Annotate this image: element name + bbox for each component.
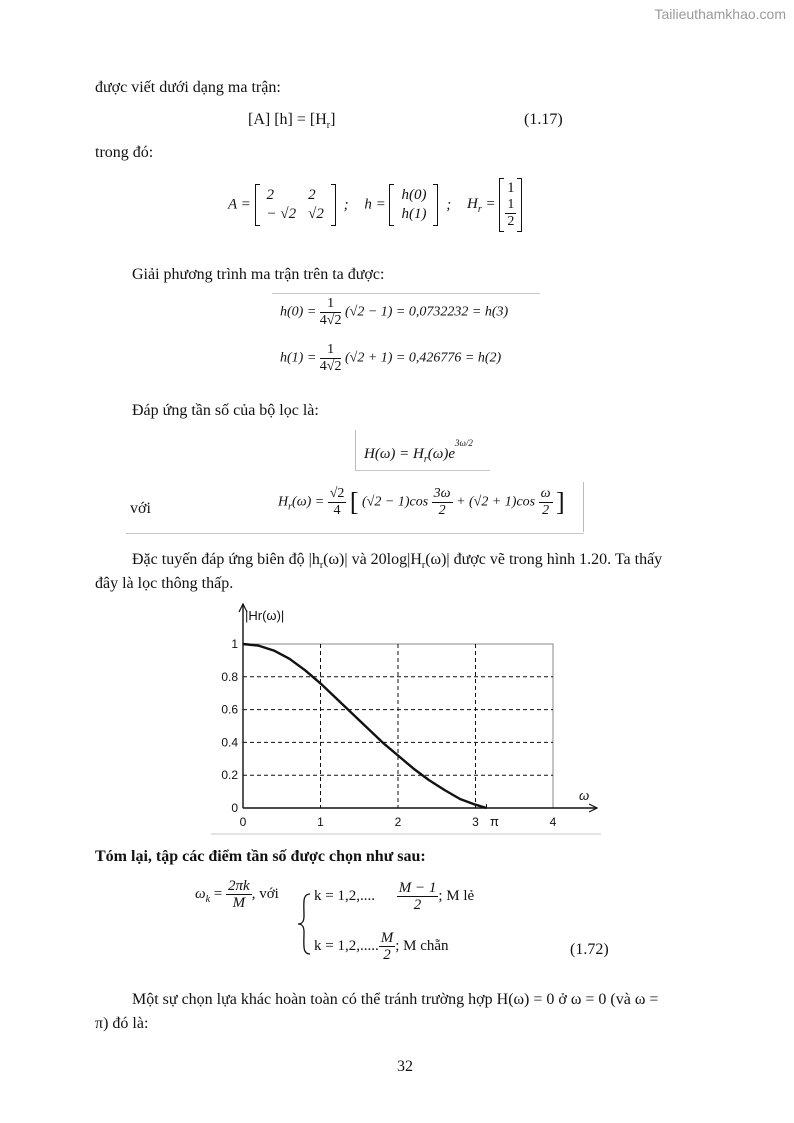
paragraph-2: Một sự chọn lựa khác hoàn toàn có thể tránh trường hợp H(ω) = 0 ở ω = 0 (và ω = — [132, 991, 659, 1008]
intro-line: được viết dưới dạng ma trận: — [95, 79, 281, 96]
eq117-sub: r — [326, 120, 331, 132]
voi-label: với — [130, 500, 151, 517]
chart-series — [243, 644, 487, 808]
h-eq-exponent: 3ω/2 — [455, 438, 473, 448]
omega-num: 2πk — [228, 878, 250, 894]
matrix-a — [255, 184, 336, 226]
h0-fraction — [320, 296, 342, 329]
omega-den: M — [232, 895, 246, 911]
divider — [272, 293, 540, 294]
para1-part-c: (ω)| được vẽ trong hình 1.20. Ta thấy — [425, 551, 663, 568]
divider — [583, 482, 584, 532]
chart-pi-label: π — [489, 814, 499, 829]
hr-t1-den: 2 — [438, 503, 446, 518]
omega-fraction — [226, 878, 252, 911]
omega-eq: = — [213, 885, 223, 902]
hr-sub: r — [288, 501, 293, 513]
case2-den: 2 — [383, 947, 391, 963]
case1-num: M − 1 — [398, 880, 437, 896]
para1-part-a: Đặc tuyến đáp ứng biên độ |h — [132, 551, 320, 568]
case1-den: 2 — [413, 897, 422, 913]
eq117-expr: [A] [h] = [H — [248, 111, 327, 128]
hr-pre-fraction — [328, 486, 347, 519]
divider — [355, 430, 356, 470]
h1-den: 4√2 — [319, 359, 342, 374]
hr-t1-num: 3ω — [433, 486, 451, 501]
equation-1-17 — [248, 110, 335, 136]
matrix-hr-name: H — [466, 195, 478, 212]
h0-lhs: h(0) = — [280, 304, 317, 320]
omega-k-equation — [195, 878, 279, 911]
h0-den: 4√2 — [319, 313, 342, 328]
paragraph-1-line-2: đây là lọc thông thấp. — [95, 575, 234, 592]
chart-series-line — [243, 644, 487, 808]
para1-part-b: (ω)| và 20log|H — [323, 551, 422, 568]
omega-lhs: ω — [195, 885, 206, 902]
matrix-a-cell: 2 — [308, 187, 316, 203]
matrix-h-name: h = — [364, 196, 386, 213]
solve-line: Giải phương trình ma trận trên ta được: — [132, 266, 385, 283]
case2-fraction — [379, 930, 396, 963]
chart-x-tick-label: 0 — [239, 815, 247, 829]
hr-t2-den: 2 — [542, 503, 550, 518]
solution-h0 — [280, 296, 508, 329]
eq117-close: ] — [330, 111, 336, 128]
matrix-separator: ; — [343, 196, 349, 213]
h0-rhs: (√2 − 1) = 0,0732232 = h(3) — [344, 304, 509, 320]
page-number: 32 — [397, 1058, 413, 1075]
hr-t2-num: ω — [540, 486, 551, 501]
summary-heading: Tóm lại, tập các điểm tần số được chọn như sau: — [95, 848, 426, 865]
matrix-hr-num: 1 — [507, 197, 515, 212]
h1-rhs: (√2 + 1) = 0,426776 = h(2) — [344, 350, 502, 366]
hr-term1: (√2 − 1)cos — [362, 494, 429, 510]
matrix-hr-fraction — [505, 197, 516, 230]
chart-y-tick-label: 0.8 — [221, 669, 238, 684]
omega-voi: , với — [251, 885, 279, 902]
case2-num: M — [380, 930, 394, 946]
hr-t2-fraction — [539, 486, 553, 519]
matrix-a-cell: √2 — [308, 206, 324, 222]
matrix-hr — [499, 178, 522, 232]
equation-label-1-72: (1.72) — [570, 941, 609, 958]
h1-fraction — [320, 342, 342, 375]
chart-y-label: |Hr(ω)| — [245, 608, 285, 623]
chart-x-label: ω — [579, 788, 590, 803]
h1-num: 1 — [320, 342, 342, 359]
paragraph-1 — [132, 550, 662, 576]
paragraph-2-line-2: π) đó là: — [95, 1015, 149, 1032]
chart-x-tick-label: 4 — [549, 815, 557, 829]
para1-sub2: r — [421, 560, 426, 572]
hr-lhs: H — [278, 494, 289, 510]
trong-do-line: trong đó: — [95, 144, 154, 161]
hr-term2: + (√2 + 1)cos — [456, 494, 536, 510]
case1-text: k = 1,2,.... — [314, 887, 375, 904]
matrix-a-cell: 2 — [266, 187, 275, 203]
h-eq-lhs: H(ω) = H — [364, 446, 424, 462]
solution-h1 — [280, 342, 501, 375]
hr-pre-num: √2 — [329, 486, 345, 501]
case-even — [314, 930, 449, 963]
matrix-h-cell: h(1) — [401, 206, 427, 222]
case2-suffix: ; M chẵn — [395, 937, 449, 954]
matrix-hr-eq: = — [485, 195, 496, 212]
matrix-separator: ; — [446, 196, 452, 213]
chart-ticks — [221, 637, 556, 829]
chart-y-tick-label: 0.2 — [221, 768, 238, 783]
equation-label-1-17: (1.17) — [524, 111, 563, 128]
h-eq-sub: r — [423, 454, 428, 465]
h-eq-mid: (ω)e — [427, 446, 456, 462]
case2-text: k = 1,2,..... — [314, 937, 379, 954]
matrix-a-cell: − √2 — [266, 206, 297, 222]
matrix-hr-cell: 1 — [507, 180, 515, 196]
watermark: Tailieuthamkhao.com — [654, 6, 786, 22]
chart-axes — [211, 604, 601, 834]
chart-y-tick-label: 1 — [231, 637, 238, 651]
chart-x-tick-label: 3 — [472, 815, 479, 829]
hr-t1-fraction — [432, 486, 453, 519]
chart-grid — [243, 644, 553, 808]
chart-y-tick-label: 0 — [231, 801, 238, 815]
h0-num: 1 — [320, 296, 342, 313]
divider — [126, 533, 584, 534]
hr-lhs2: (ω) = — [292, 494, 325, 510]
hr-pre-den: 4 — [333, 503, 341, 518]
frequency-response-chart — [205, 600, 605, 840]
chart-y-tick-label: 0.4 — [221, 735, 238, 750]
chart-x-tick-label: 2 — [394, 815, 402, 829]
matrix-hr-sub: r — [477, 203, 482, 215]
h1-lhs: h(1) = — [280, 350, 317, 366]
case1-suffix: ; M lẻ — [438, 887, 475, 904]
omega-lhs-sub: k — [205, 893, 211, 905]
matrix-a-name: A = — [228, 196, 251, 213]
para1-sub: r — [319, 560, 324, 572]
chart-x-tick-label: 1 — [317, 815, 324, 829]
matrix-h — [389, 184, 438, 226]
matrix-hr-den: 2 — [507, 214, 515, 229]
case-odd — [314, 880, 474, 913]
case1-fraction — [397, 880, 439, 913]
hr-omega-equation: $H_r(\omega)$ = $\frac{√2}{4}$ [ (√2 − 1)cos $\frac{3\omega}{2}$ + (√2 + 1)cos $\frac{\omega}{2}$ ] — [278, 486, 565, 518]
frequency-response-line: Đáp ứng tần số của bộ lọc là: — [132, 402, 319, 419]
divider — [355, 470, 490, 471]
chart-y-tick-label: 0.6 — [221, 702, 238, 717]
left-brace — [296, 892, 314, 956]
matrix-h-cell: h(0) — [401, 187, 427, 203]
matrix-equations — [228, 178, 522, 232]
